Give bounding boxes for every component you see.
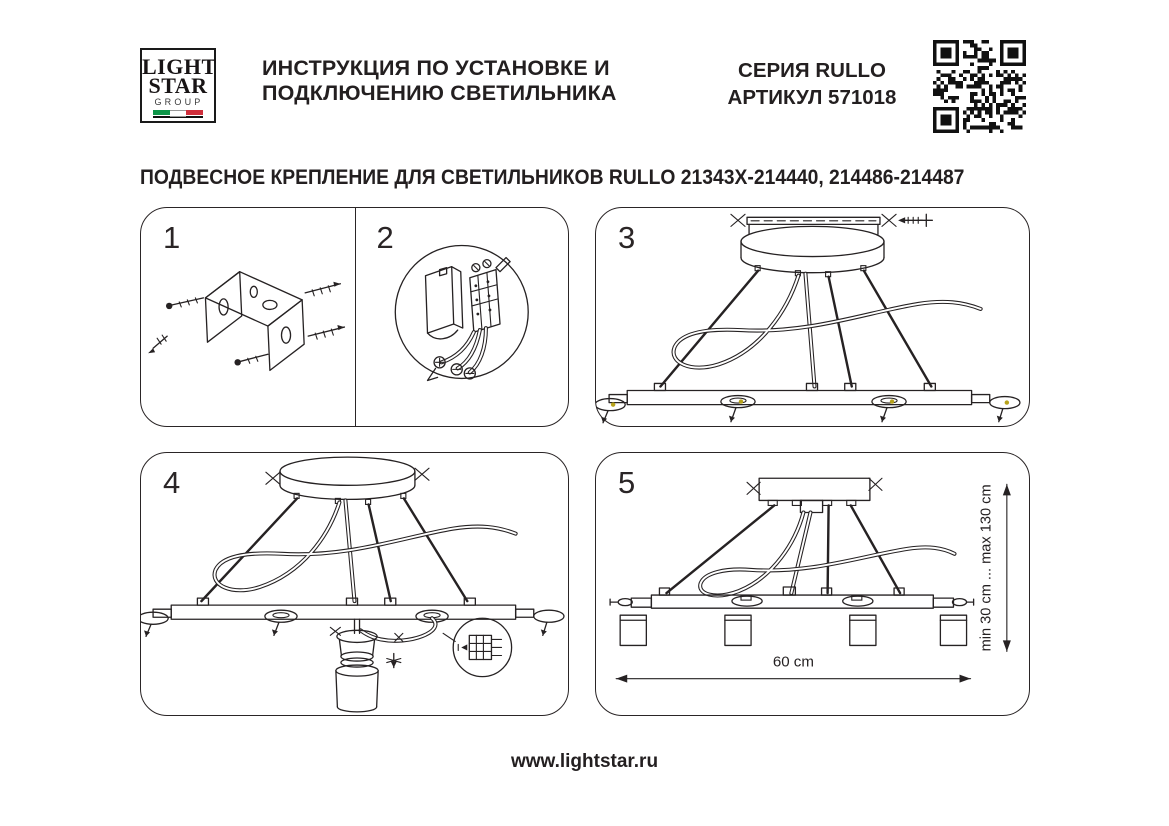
step-number-4: 4 xyxy=(163,465,181,500)
italian-flag-icon xyxy=(153,110,203,118)
step-panel-3 xyxy=(595,207,1030,427)
qr-code-icon xyxy=(933,40,1026,133)
step-panel-5 xyxy=(595,452,1030,716)
series-label: СЕРИЯ RULLO xyxy=(738,59,886,82)
step-number-3: 3 xyxy=(618,220,636,255)
step-number-1: 1 xyxy=(163,220,181,255)
footer-url: www.lightstar.ru xyxy=(510,751,659,772)
assembled-fixture-dimensions-drawing xyxy=(596,453,1029,715)
step-2 xyxy=(355,208,569,426)
lightstar-logo xyxy=(140,48,216,123)
step-panel-1-2 xyxy=(140,207,569,427)
canopy-suspension-drawing xyxy=(596,208,1029,426)
page-title xyxy=(262,56,617,105)
series-article-block xyxy=(710,57,914,111)
title-line-2: ПОДКЛЮЧЕНИЮ СВЕТИЛЬНИКА xyxy=(262,80,617,105)
logo-word-light: LIGHT xyxy=(142,54,217,79)
step-number-5: 5 xyxy=(618,465,636,500)
logo-word-group: GROUP xyxy=(154,97,204,107)
shade-installation-drawing xyxy=(141,453,568,715)
article-label: АРТИКУЛ 571018 xyxy=(727,86,897,109)
step-panel-4 xyxy=(140,452,569,716)
width-dimension-label: 60 cm xyxy=(772,653,814,671)
logo-word-star: STAR xyxy=(148,73,208,98)
height-dimension-label: min 30 cm ... max 130 cm xyxy=(978,484,995,652)
step-1 xyxy=(141,208,355,426)
step-number-2: 2 xyxy=(376,220,394,255)
subtitle: ПОДВЕСНОЕ КРЕПЛЕНИЕ ДЛЯ СВЕТИЛЬНИКОВ RULLO 21343X-214440, 214486-214487 xyxy=(140,166,965,189)
title-line-1: ИНСТРУКЦИЯ ПО УСТАНОВКЕ И xyxy=(262,56,610,80)
